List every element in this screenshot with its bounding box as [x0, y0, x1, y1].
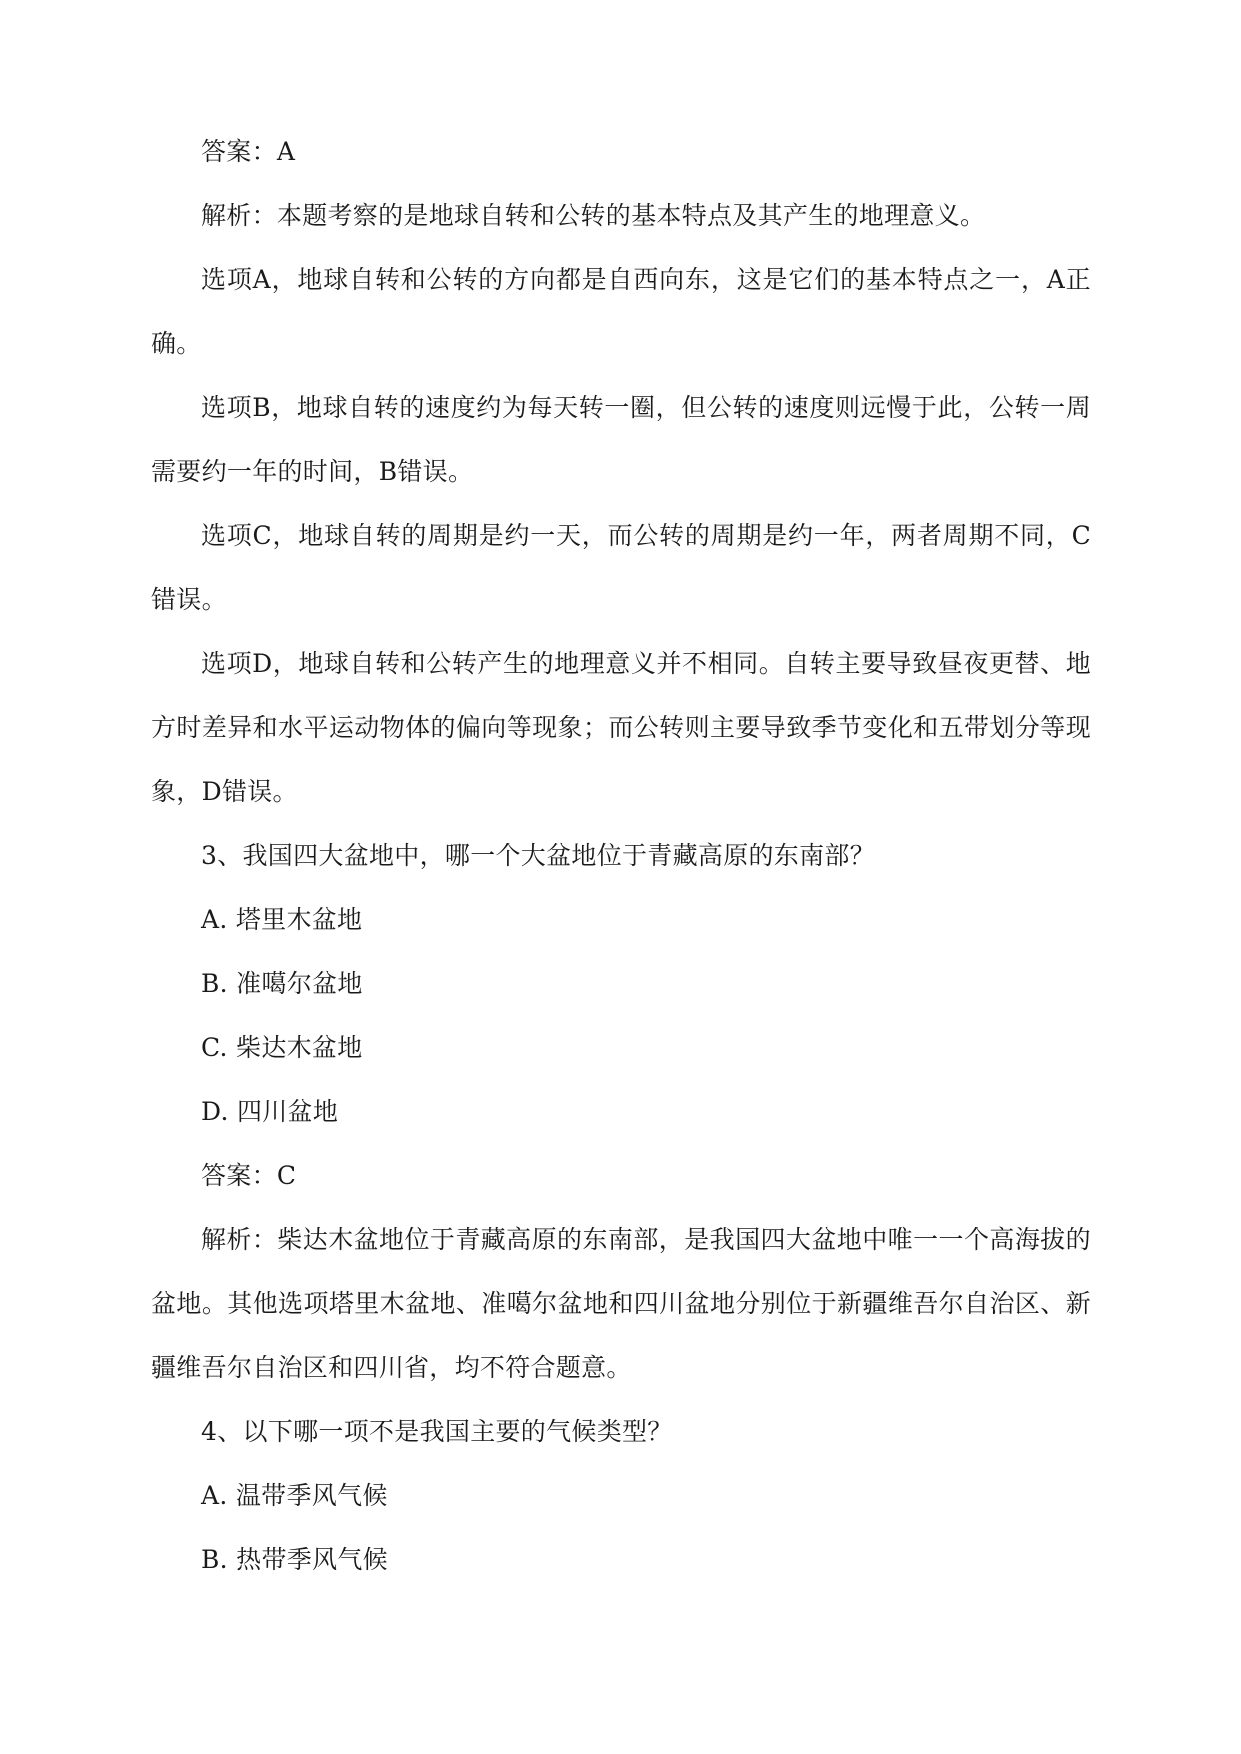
question-3: 3、我国四大盆地中，哪一个大盆地位于青藏高原的东南部？ — [201, 841, 876, 870]
explanation-option-c: 选项C，地球自转的周期是约一天，而公转的周期是约一年，两者周期不同，C错误。 — [151, 521, 1091, 614]
question-4: 4、以下哪一项不是我国主要的气候类型？ — [201, 1417, 673, 1446]
explanation-option-d: 选项D，地球自转和公转产生的地理意义并不相同。自转主要导致昼夜更替、地方时差异和水平运动物体的偏向等现象；而公转则主要导致季节变化和五带划分等现象，D错误。 — [151, 649, 1091, 806]
explanation-option-a: 选项A，地球自转和公转的方向都是自西向东，这是它们的基本特点之一，A正确。 — [151, 265, 1091, 358]
question-4-option-a: A. 温带季风气候 — [201, 1481, 388, 1510]
question-3-option-d: D. 四川盆地 — [201, 1097, 339, 1126]
question-4-option-b: B. 热带季风气候 — [201, 1545, 388, 1574]
answer-line-q2: 答案：A — [201, 137, 296, 166]
explanation-intro-q2: 解析：本题考察的是地球自转和公转的基本特点及其产生的地理意义。 — [201, 201, 986, 230]
question-3-option-b: B. 准噶尔盆地 — [201, 969, 363, 998]
explanation-option-b: 选项B，地球自转的速度约为每天转一圈，但公转的速度则远慢于此，公转一周需要约一年的时间，B错误。 — [151, 393, 1091, 486]
answer-line-q3: 答案：C — [201, 1161, 297, 1190]
question-3-option-a: A. 塔里木盆地 — [201, 905, 363, 934]
question-3-option-c: C. 柴达木盆地 — [201, 1033, 363, 1062]
explanation-q3: 解析：柴达木盆地位于青藏高原的东南部，是我国四大盆地中唯一一个高海拔的盆地。其他选项塔里木盆地、准噶尔盆地和四川盆地分别位于新疆维吾尔自治区、新疆维吾尔自治区和四川省，均不符合题意。 — [151, 1225, 1091, 1382]
document-body — [151, 120, 1091, 1592]
